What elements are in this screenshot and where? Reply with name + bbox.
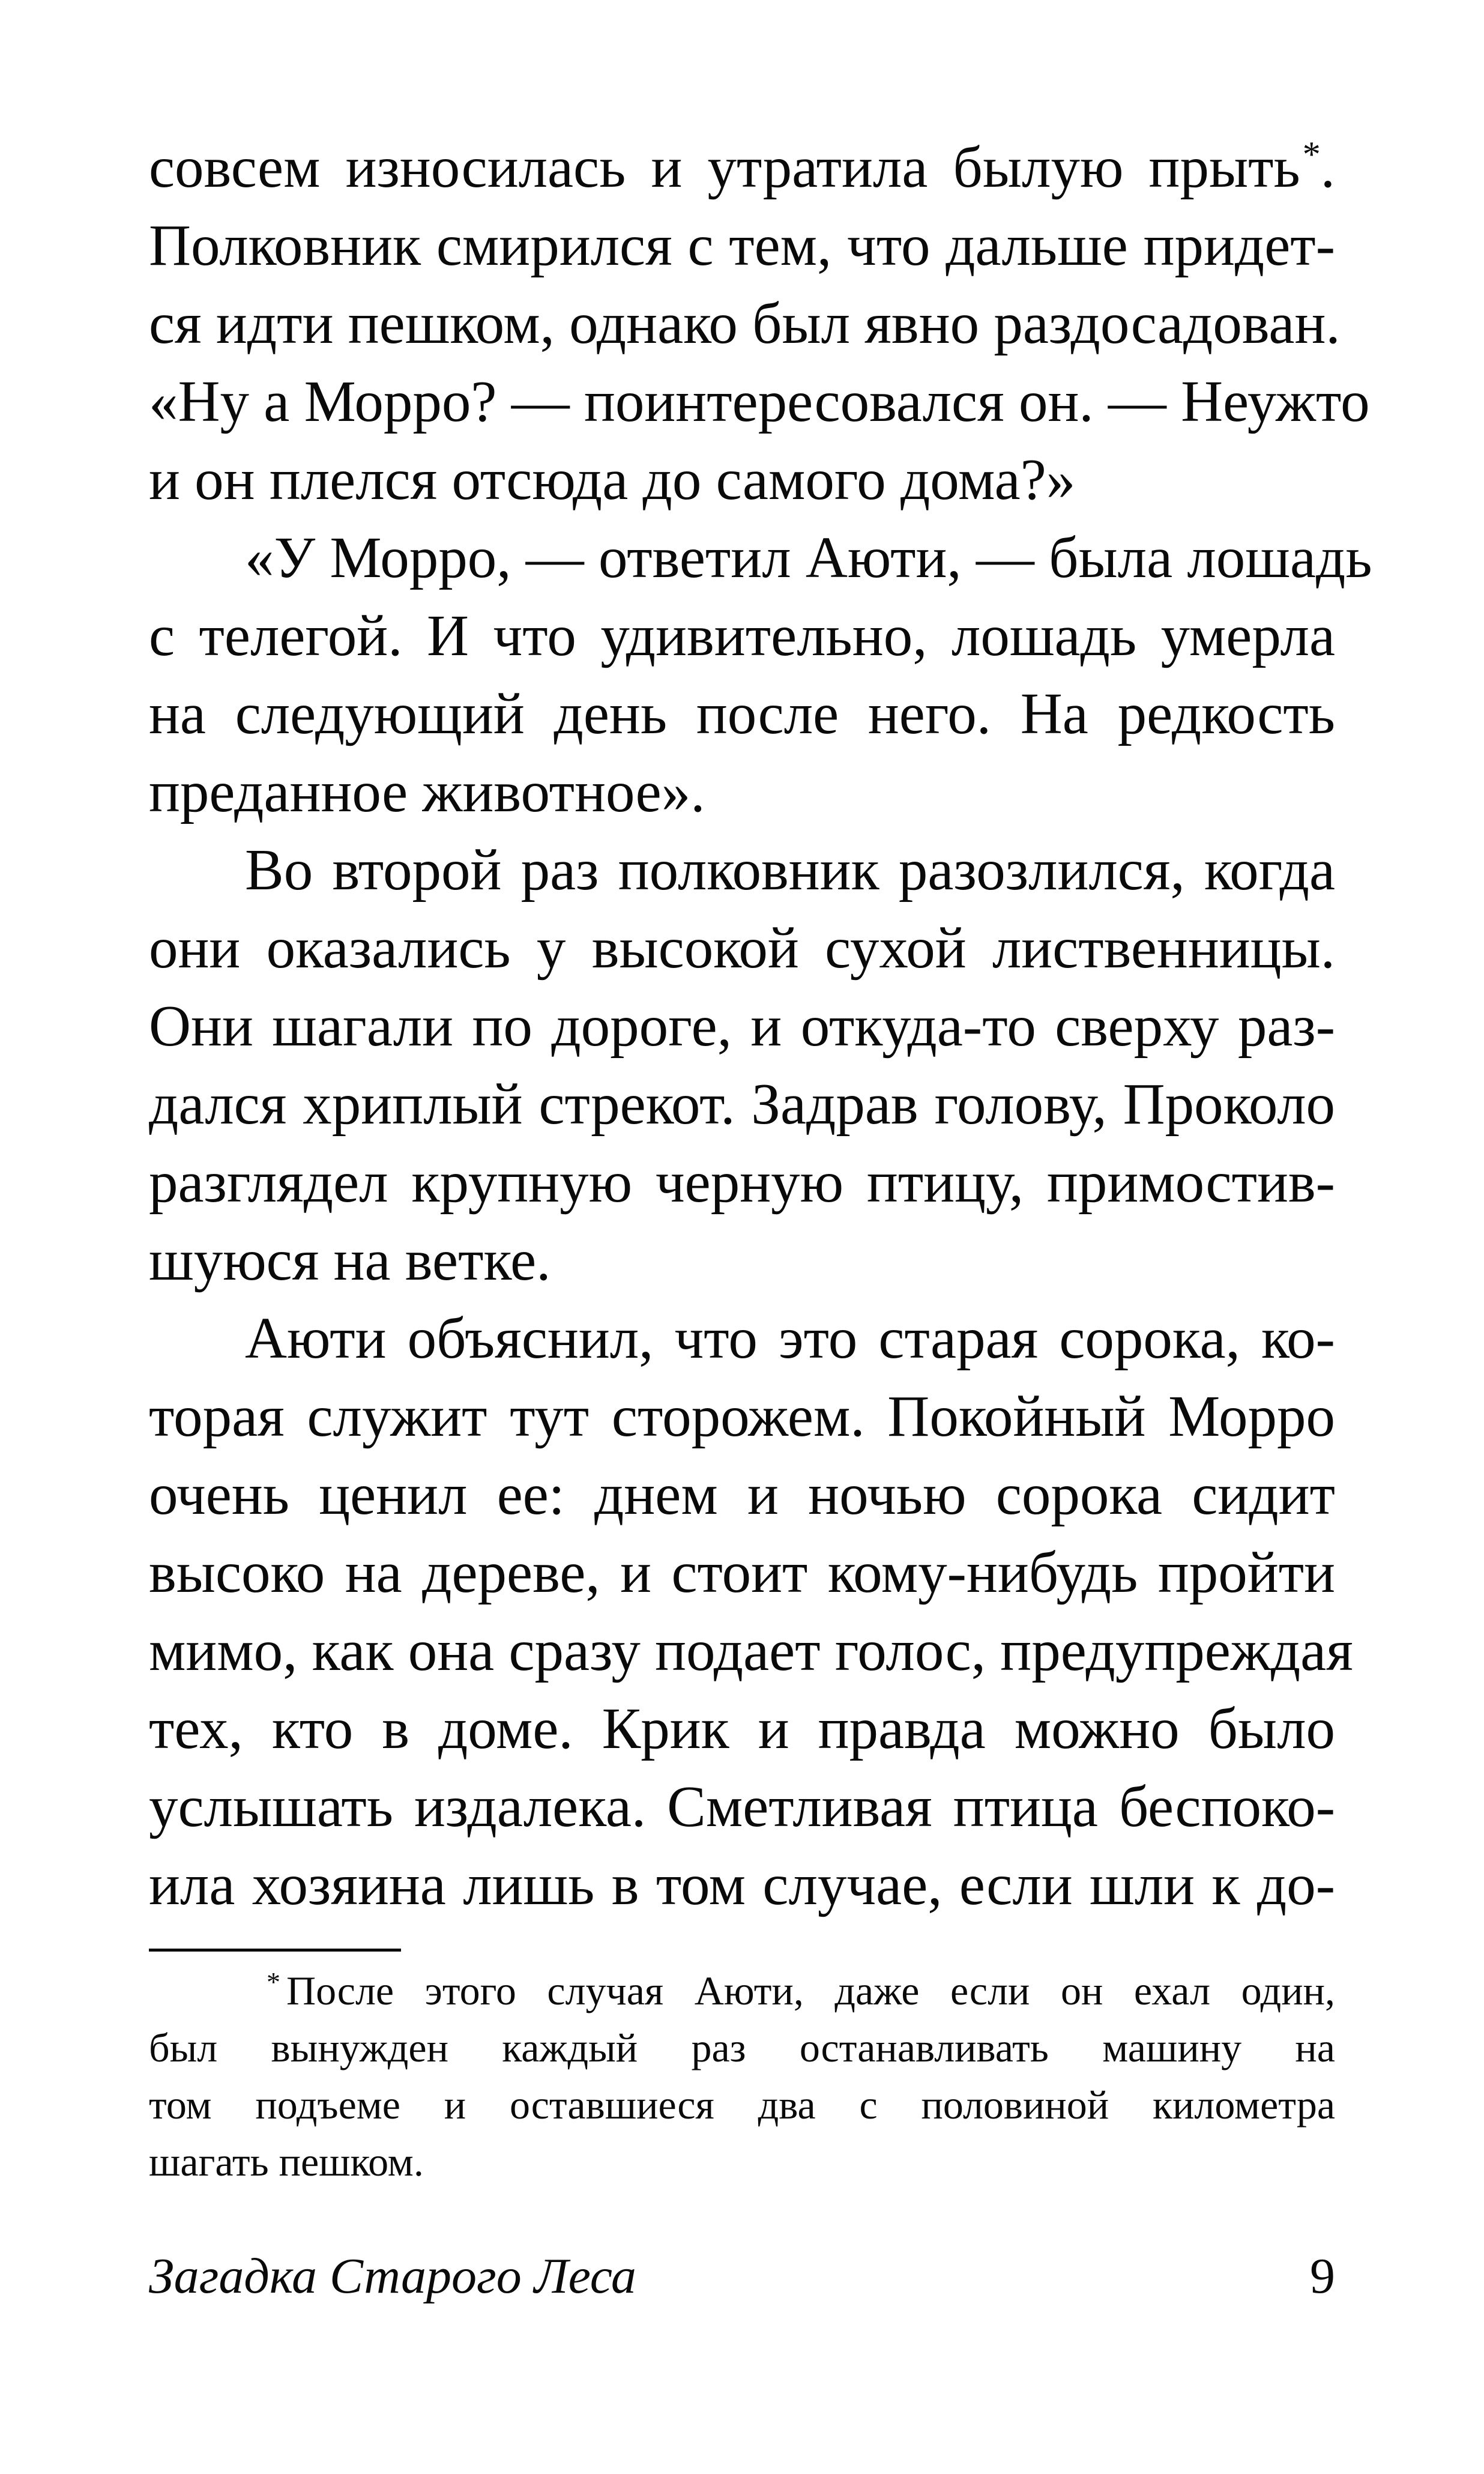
text-line: шуюся на ветке. bbox=[149, 1228, 551, 1292]
text-line: тех, кто в доме. Крик и правда можно было bbox=[149, 1696, 1335, 1761]
footnote-line: шагать пешком. bbox=[149, 2139, 424, 2185]
page-number: 9 bbox=[1310, 2248, 1335, 2304]
text-line: дался хриплый стрекот. Задрав голову, Проколо bbox=[149, 1072, 1335, 1136]
text-line: ила хозяина лишь в том случае, если шли к до- bbox=[149, 1852, 1335, 1917]
footnote-divider bbox=[149, 1949, 401, 1952]
text-line: разглядел крупную черную птицу, примостив- bbox=[149, 1150, 1335, 1214]
text-line: и он плелся отсюда до самого дома?» bbox=[149, 447, 1076, 512]
text-line: Аюти объяснил, что это старая сорока, ко- bbox=[245, 1306, 1335, 1370]
text-line: ся идти пешком, однако был явно раздосадован. bbox=[149, 291, 1341, 355]
text-line: Они шагали по дороге, и откуда-то сверху раз- bbox=[149, 994, 1335, 1058]
text-line: «У Морро, — ответил Аюти, — была лошадь bbox=[245, 525, 1372, 590]
text-line: очень ценил ее: днем и ночью сорока сидит bbox=[149, 1462, 1335, 1526]
text-line: совсем износилась и утратила былую прыть*. bbox=[149, 135, 1335, 199]
running-title: Загадка Старого Леса bbox=[149, 2248, 636, 2304]
text-line: они оказались у высокой сухой лиственницы. bbox=[149, 916, 1335, 980]
footnote-marker: * bbox=[1302, 135, 1321, 174]
text-line: услышать издалека. Сметливая птица беспоко- bbox=[149, 1774, 1335, 1839]
text-line: высоко на дереве, и стоит кому-нибудь пройти bbox=[149, 1540, 1335, 1604]
text-line: торая служит тут сторожем. Покойный Морро bbox=[149, 1384, 1335, 1448]
footnote-marker: * bbox=[267, 1967, 280, 1997]
footnote-line: том подъеме и оставшиеся два с половиной километра bbox=[149, 2082, 1335, 2128]
text-line: мимо, как она сразу подает голос, предупреждая bbox=[149, 1618, 1353, 1683]
footnote-line: был вынужден каждый раз останавливать машину на bbox=[149, 2025, 1335, 2070]
text-line: с телегой. И что удивительно, лошадь умерла bbox=[149, 603, 1335, 668]
text-line: Полковник смирился с тем, что дальше придет- bbox=[149, 213, 1335, 277]
footnote-line: * После этого случая Аюти, даже если он ехал один, bbox=[267, 1967, 1335, 2013]
text-line: Во второй раз полковник разозлился, когда bbox=[245, 838, 1335, 902]
text-line: преданное животное». bbox=[149, 760, 705, 824]
text-line: на следующий день после него. На редкость bbox=[149, 682, 1335, 746]
text-line: «Ну а Морро? — поинтересовался он. — Неужто bbox=[149, 369, 1370, 434]
